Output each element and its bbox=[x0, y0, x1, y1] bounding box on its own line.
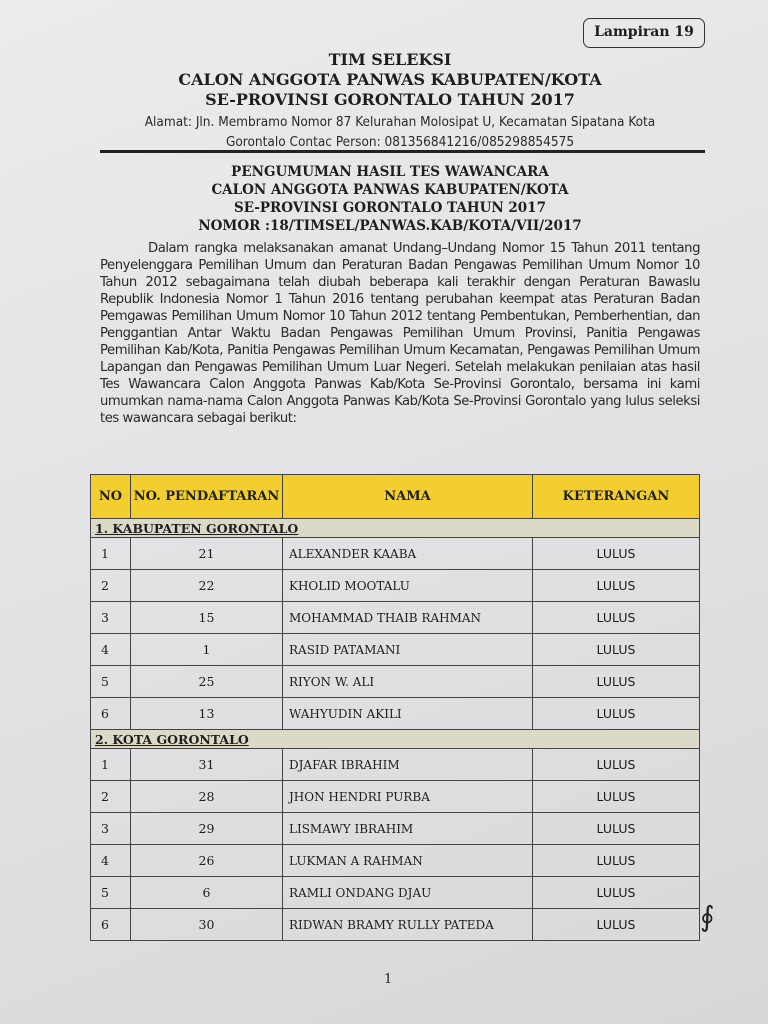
row-registration: 13 bbox=[131, 698, 283, 730]
row-no: 3 bbox=[91, 813, 131, 845]
table-row bbox=[91, 634, 700, 666]
row-no: 4 bbox=[91, 634, 131, 666]
row-registration: 31 bbox=[131, 749, 283, 781]
row-name: DJAFAR IBRAHIM bbox=[283, 749, 533, 781]
contact-line: Gorontalo Contac Person: 081356841216/085298854575 bbox=[225, 134, 575, 150]
row-name: RASID PATAMANI bbox=[283, 634, 533, 666]
table-row bbox=[91, 749, 700, 781]
row-name: RIDWAN BRAMY RULLY PATEDA bbox=[283, 909, 533, 941]
row-registration: 1 bbox=[131, 634, 283, 666]
row-remarks: LULUS bbox=[533, 749, 700, 781]
row-registration: 22 bbox=[131, 570, 283, 602]
row-registration: 15 bbox=[131, 602, 283, 634]
row-name: LISMAWY IBRAHIM bbox=[283, 813, 533, 845]
row-no: 3 bbox=[91, 602, 131, 634]
table-row bbox=[91, 666, 700, 698]
body-paragraph: Dalam rangka melaksanakan amanat Undang–Undang Nomor 15 Tahun 2011 tentang Penyelenggara Pemilihan Umum dan Peraturan Badan Pengawas Pemilihan Umum Nomor 10 Tahun 2012 sebagaimana telah diubah beberapa kali terakhir dengan Peraturan Bawaslu Republik Indonesia Nomor 1 Tahun 2016 tentang perubahan keempat atas Peraturan Badan Pemgawas Pemilihan Umum Nomor 10 Tahun 2012 tentang Pembentukan, Pemberhentian, dan Penggantian Antar Waktu Badan Pengawas Pemilihan Umum Provinsi, Panitia Pengawas Pemilihan Kab/Kota, Panitia Pengawas Pemilihan Umum Kecamatan, Pengawas Pemilihan Umum Lapangan dan Pengawas Pemilihan Umum Luar Negeri. Setelah melakukan penilaian atas hasil Tes Wawancara Calon Anggota Panwas Kab/Kota Se-Provinsi Gorontalo, bersama ini kami umumkan nama-nama Calon Anggota Panwas Kab/Kota Se-Provinsi Gorontalo yang lulus seleksi tes wawancara sebagai berikut: bbox=[100, 241, 700, 426]
row-no: 6 bbox=[91, 909, 131, 941]
row-remarks: LULUS bbox=[533, 570, 700, 602]
col-remarks: KETERANGAN bbox=[533, 475, 700, 519]
table-row bbox=[91, 570, 700, 602]
letterhead-line: TIM SELEKSI bbox=[328, 50, 452, 69]
letterhead bbox=[80, 50, 700, 110]
section-title: 1. KABUPATEN GORONTALO bbox=[91, 519, 700, 538]
row-remarks: LULUS bbox=[533, 813, 700, 845]
table-row bbox=[91, 538, 700, 570]
row-no: 2 bbox=[91, 570, 131, 602]
col-name: NAMA bbox=[283, 475, 533, 519]
row-name: LUKMAN A RAHMAN bbox=[283, 845, 533, 877]
row-registration: 6 bbox=[131, 877, 283, 909]
row-registration: 29 bbox=[131, 813, 283, 845]
row-remarks: LULUS bbox=[533, 877, 700, 909]
row-registration: 21 bbox=[131, 538, 283, 570]
row-name: ALEXANDER KAABA bbox=[283, 538, 533, 570]
row-no: 1 bbox=[91, 538, 131, 570]
address-line: Alamat: Jln. Membramo Nomor 87 Kelurahan Molosipat U, Kecamatan Sipatana Kota bbox=[144, 114, 656, 130]
document-number: NOMOR :18/TIMSEL/PANWAS.KAB/KOTA/VII/2017 bbox=[198, 218, 582, 234]
row-no: 2 bbox=[91, 781, 131, 813]
row-name: RAMLI ONDANG DJAU bbox=[283, 877, 533, 909]
col-registration: NO. PENDAFTARAN bbox=[131, 475, 283, 519]
row-registration: 26 bbox=[131, 845, 283, 877]
header-divider bbox=[100, 150, 705, 153]
row-registration: 28 bbox=[131, 781, 283, 813]
table-row bbox=[91, 845, 700, 877]
row-remarks: LULUS bbox=[533, 602, 700, 634]
section-row bbox=[91, 519, 700, 538]
row-remarks: LULUS bbox=[533, 845, 700, 877]
row-no: 5 bbox=[91, 877, 131, 909]
row-no: 1 bbox=[91, 749, 131, 781]
section-row bbox=[91, 730, 700, 749]
row-name: JHON HENDRI PURBA bbox=[283, 781, 533, 813]
table-row bbox=[91, 698, 700, 730]
row-registration: 25 bbox=[131, 666, 283, 698]
results-table bbox=[90, 474, 700, 941]
page-number: 1 bbox=[384, 972, 393, 987]
title-line: SE-PROVINSI GORONTALO TAHUN 2017 bbox=[234, 200, 546, 216]
table-row bbox=[91, 813, 700, 845]
letterhead-line: CALON ANGGOTA PANWAS KABUPATEN/KOTA bbox=[178, 70, 602, 89]
table-row bbox=[91, 877, 700, 909]
row-remarks: LULUS bbox=[533, 698, 700, 730]
initial-signature: ∮ bbox=[700, 900, 715, 933]
row-no: 5 bbox=[91, 666, 131, 698]
table-header bbox=[91, 475, 700, 519]
attachment-label: Lampiran 19 bbox=[583, 18, 705, 48]
row-name: MOHAMMAD THAIB RAHMAN bbox=[283, 602, 533, 634]
row-name: WAHYUDIN AKILI bbox=[283, 698, 533, 730]
announcement-title bbox=[80, 163, 700, 235]
row-remarks: LULUS bbox=[533, 538, 700, 570]
letterhead-address bbox=[90, 112, 710, 152]
table-row bbox=[91, 781, 700, 813]
table-row bbox=[91, 909, 700, 941]
col-no: NO bbox=[91, 475, 131, 519]
row-no: 4 bbox=[91, 845, 131, 877]
row-name: KHOLID MOOTALU bbox=[283, 570, 533, 602]
row-remarks: LULUS bbox=[533, 781, 700, 813]
row-remarks: LULUS bbox=[533, 909, 700, 941]
row-no: 6 bbox=[91, 698, 131, 730]
row-registration: 30 bbox=[131, 909, 283, 941]
table-row bbox=[91, 602, 700, 634]
title-line: PENGUMUMAN HASIL TES WAWANCARA bbox=[231, 164, 549, 180]
title-line: CALON ANGGOTA PANWAS KABUPATEN/KOTA bbox=[211, 182, 569, 198]
section-title: 2. KOTA GORONTALO bbox=[91, 730, 700, 749]
row-remarks: LULUS bbox=[533, 666, 700, 698]
row-name: RIYON W. ALI bbox=[283, 666, 533, 698]
letterhead-line: SE-PROVINSI GORONTALO TAHUN 2017 bbox=[205, 90, 575, 109]
row-remarks: LULUS bbox=[533, 634, 700, 666]
